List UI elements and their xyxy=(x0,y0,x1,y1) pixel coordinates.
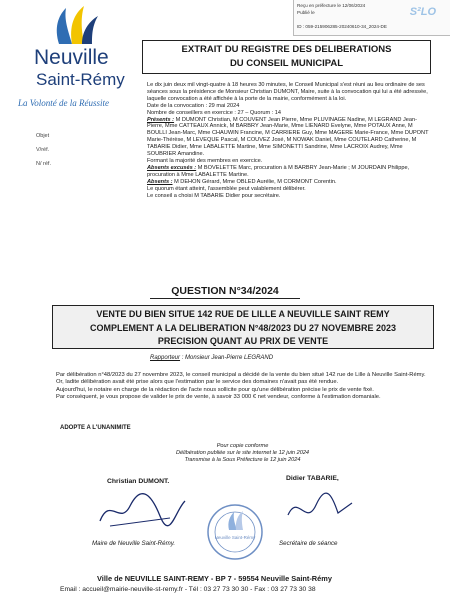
city-logo xyxy=(14,6,130,116)
convocation-date: Date de la convocation : 29 mai 2024 xyxy=(147,102,240,109)
label-vref: V/réf. xyxy=(36,147,50,153)
deliberation-p2: Or, ladite délibération avait été prise alors que l'estimation par le service des domaines n'avait pas été rendue. xyxy=(56,379,339,386)
reference-labels xyxy=(36,129,51,171)
presents-paragraph xyxy=(147,117,432,158)
register-title-line2: DU CONSEIL MUNICIPAL xyxy=(229,58,344,69)
footer-address: Ville de NEUVILLE SAINT-REMY - BP 7 - 59554 Neuville Saint-Rémy xyxy=(97,574,332,583)
deliberation-text xyxy=(56,372,431,401)
register-title xyxy=(142,40,431,74)
certif-line3: Transmise à la Sous Préfecture le 12 juin 2024 xyxy=(184,457,301,463)
rapporteur-name: : Monsieur Jean-Pierre LEGRAND xyxy=(180,355,274,361)
majority-text: Formant la majorité des membres en exercice. xyxy=(147,157,263,164)
slo-logo: S²LO xyxy=(409,6,436,18)
city-seal xyxy=(205,502,265,562)
stamp-reference: ID : 059-215906285-20240610-34_2024-DE xyxy=(297,24,387,29)
presents-list: M DUMONT Christian, M COUVENT Jean Pierre, Mme PLUVINAGE Nadine, M LEGRAND Jean-Pierre, Mme CATTEAUX Annick, M BARBRY Jean-Marie, Mme LIENARD Evelyne, Mme POTAUX Anne, M BOULLI Jean-Marc, Mme CHAUWIN Francine, M CARRIERE Guy, Mme MAGERE Marie-France, Mme DUPONT Marie-Thérèse, M LEVEQUE Pascal, M COUVEZ José, M NOWAK Daniel, Mme COUTELARD Catherine, M TABARIE Didier, Mme LABALETTE Martine, Mme SIMONETTI Sandrine, Mme LACROIX Audrey, Mme SOUBRIER Amandine. xyxy=(147,116,429,158)
adoption-result: ADOPTE A L'UNANIMITE xyxy=(60,425,131,431)
footer-contact: Email : accueil@mairie-neuville-st-remy.fr - Tél : 03 27 73 30 30 - Fax : 03 27 73 30 38 xyxy=(60,586,316,593)
subject-line1: VENTE DU BIEN SITUE 142 RUE DE LILLE A NEUVILLE SAINT REMY xyxy=(96,309,390,319)
session-intro: Le dix juin deux mil vingt-quatre à 18 heures 30 minutes, le Conseil Municipal s'est réuni au lieu ordinaire de ses séances sous la présidence de Monsieur Christian DUMONT, Maire, suite à la convocation qui lui a été adressée, laquelle convocation a été affichée à la porte de la mairie, conformément à la loi. xyxy=(147,82,428,102)
register-title-line1: EXTRAIT DU REGISTRE DES DELIBERATIONS xyxy=(181,44,392,55)
subject-line3: PRECISION QUANT AU PRIX DE VENTE xyxy=(157,336,329,346)
logo-name-line2: Saint-Rémy xyxy=(36,70,125,89)
label-objet: Objet xyxy=(36,133,50,139)
secretary-role: Secrétaire de séance xyxy=(279,540,338,547)
excuses-label: Absents excusés : xyxy=(147,164,197,171)
absents-paragraph xyxy=(147,179,432,186)
absents-list: M DEHON Gérard, Mme OBLED Aurélie, M CORMONT Corentin. xyxy=(174,178,337,185)
certif-line2: Délibération publiée sur le site internet le 12 juin 2024 xyxy=(175,450,310,456)
councillor-count: Nombre de conseillers en exercice : 27 – Quorum : 14 xyxy=(147,109,282,116)
absents-label: Absents : xyxy=(147,178,173,185)
excuses-paragraph xyxy=(147,165,432,179)
logo-name-line1: Neuville xyxy=(34,46,109,69)
logo-slogan: La Volonté de la Réussite xyxy=(18,98,109,108)
mayor-signature-icon xyxy=(90,486,190,536)
question-number: QUESTION N°34/2024 xyxy=(150,285,300,299)
secretary-signature-icon xyxy=(280,485,360,535)
certif-line1: Pour copie conforme xyxy=(216,443,269,449)
seal-icon xyxy=(205,502,265,562)
certification xyxy=(150,443,335,464)
deliberation-p1: Par délibération n°48/2023 du 27 novembre 2023, le conseil municipal a décidé de la vente du bien situé 142 rue de Lille à Neuville Saint-Rémy. xyxy=(56,372,426,378)
mayor-role: Maire de Neuville Saint-Rémy. xyxy=(92,540,176,547)
presents-label: Présents : xyxy=(147,116,175,123)
prefecture-stamp xyxy=(293,0,450,36)
subject-box xyxy=(52,305,434,349)
mayor-name: Christian DUMONT. xyxy=(107,478,170,485)
quorum-text: Le quorum étant atteint, l'assemblée peut valablement délibérer. xyxy=(147,185,306,192)
deliberation-p4: Par conséquent, je vous propose de valider le prix de vente, à savoir 33 000 € net vendeur, conforme à l'estimation domaniale. xyxy=(56,393,381,400)
subject-line2: COMPLEMENT A LA DELIBERATION N°48/2023 DU 27 NOVEMBRE 2023 xyxy=(90,322,396,333)
seal-text: Neuville Saint-Rémy xyxy=(214,535,256,540)
rapporteur-label: Rapporteur xyxy=(150,355,181,361)
logo-flame-icon xyxy=(14,6,130,46)
label-nref: N/ réf. xyxy=(36,161,51,167)
rapporteur xyxy=(150,355,273,361)
excuses-list: M BOVELETTE Marc, procuration à M BARBRY Jean-Marie ; M JOURDAIN Philippe, procuration à Mme LABALETTE Martine. xyxy=(147,164,410,178)
stamp-published: Publié le xyxy=(297,10,315,15)
session-text xyxy=(147,82,432,199)
secretary-text: Le conseil a choisi M TABARIE Didier pour secrétaire. xyxy=(147,192,281,199)
secretary-name: Didier TABARIE, xyxy=(286,475,339,482)
deliberation-p3: Aujourd'hui, le notaire en charge de la rédaction de l'acte nous sollicite pour qu'une délibération précise le prix de vente fixé. xyxy=(56,386,374,393)
stamp-received: Reçu en préfecture le 12/06/2024 xyxy=(297,3,366,8)
